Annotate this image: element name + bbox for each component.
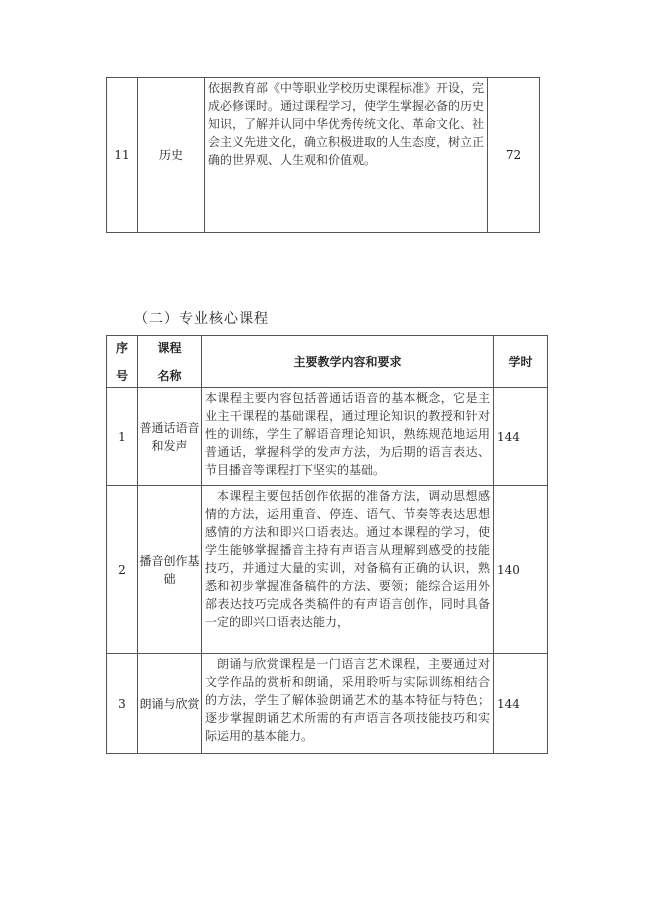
course-name: 朗诵与欣赏 bbox=[138, 654, 202, 754]
header-number-line2: 号 bbox=[115, 368, 128, 383]
course-name: 历史 bbox=[138, 78, 205, 233]
course-hours: 144 bbox=[494, 388, 548, 486]
course-hours: 140 bbox=[494, 486, 548, 654]
header-hours: 学时 bbox=[494, 336, 548, 388]
header-name-line1: 课程 bbox=[157, 340, 182, 355]
table-row bbox=[107, 78, 540, 233]
course-hours: 144 bbox=[494, 654, 548, 754]
course-hours: 72 bbox=[488, 78, 540, 233]
course-content: 朗诵与欣赏课程是一门语言艺术课程，主要通过对文学作品的赏析和朗诵，采用聆听与实际训练相结合的方法，学生了解体验朗诵艺术的基本特征与特色；逐步掌握朗诵艺术所需的有声语言各项技能技巧和实际运用的基本能力。 bbox=[202, 654, 494, 754]
table-row bbox=[107, 486, 548, 654]
row-number: 1 bbox=[107, 388, 138, 486]
header-name-line2: 名称 bbox=[157, 368, 182, 383]
course-content: 本课程主要包括创作依据的准备方法，调动思想感情的方法，运用重音、停连、语气、节奏等表达思想感情的方法和即兴口语表达。通过本课程的学习，使学生能够掌握播音主持有声语言从理解到感受的技能技巧，并通过大量的实训，对备稿有正确的认识，熟悉和初步掌握准备稿件的方法、要领；能综合运用外部表达技巧完成各类稿件的有声语言创作，同时具备一定的即兴口语表达能力， bbox=[202, 486, 494, 654]
row-number: 2 bbox=[107, 486, 138, 654]
header-content: 主要教学内容和要求 bbox=[202, 336, 494, 388]
course-name: 普通话语音和发声 bbox=[138, 388, 202, 486]
header-row bbox=[107, 336, 548, 388]
section-heading: （二）专业核心课程 bbox=[134, 311, 269, 327]
header-course-name bbox=[138, 336, 202, 388]
course-name: 播音创作基础 bbox=[138, 486, 202, 654]
core-courses-table bbox=[106, 335, 548, 754]
course-content: 本课程主要内容包括普通话语音的基本概念，它是主业主干课程的基础课程，通过理论知识的教授和针对性的训练，学生了解语音理论知识，熟练规范地运用普通话，掌握科学的发声方法，为后期的语言表达、节目播音等课程打下坚实的基础。 bbox=[202, 388, 494, 486]
row-number: 11 bbox=[107, 78, 138, 233]
course-content: 依据教育部《中等职业学校历史课程标准》开设，完成必修课时。通过课程学习，使学生掌握必备的历史知识，了解并认同中华优秀传统文化、革命文化、社会主义先进文化，确立积极进取的人生态度，树立正确的世界观、人生观和价值观。 bbox=[205, 78, 488, 233]
header-number-line1: 序 bbox=[115, 340, 128, 355]
table-row bbox=[107, 388, 548, 486]
table-row bbox=[107, 654, 548, 754]
row-number: 3 bbox=[107, 654, 138, 754]
history-course-table bbox=[106, 77, 540, 233]
header-number bbox=[107, 336, 138, 388]
